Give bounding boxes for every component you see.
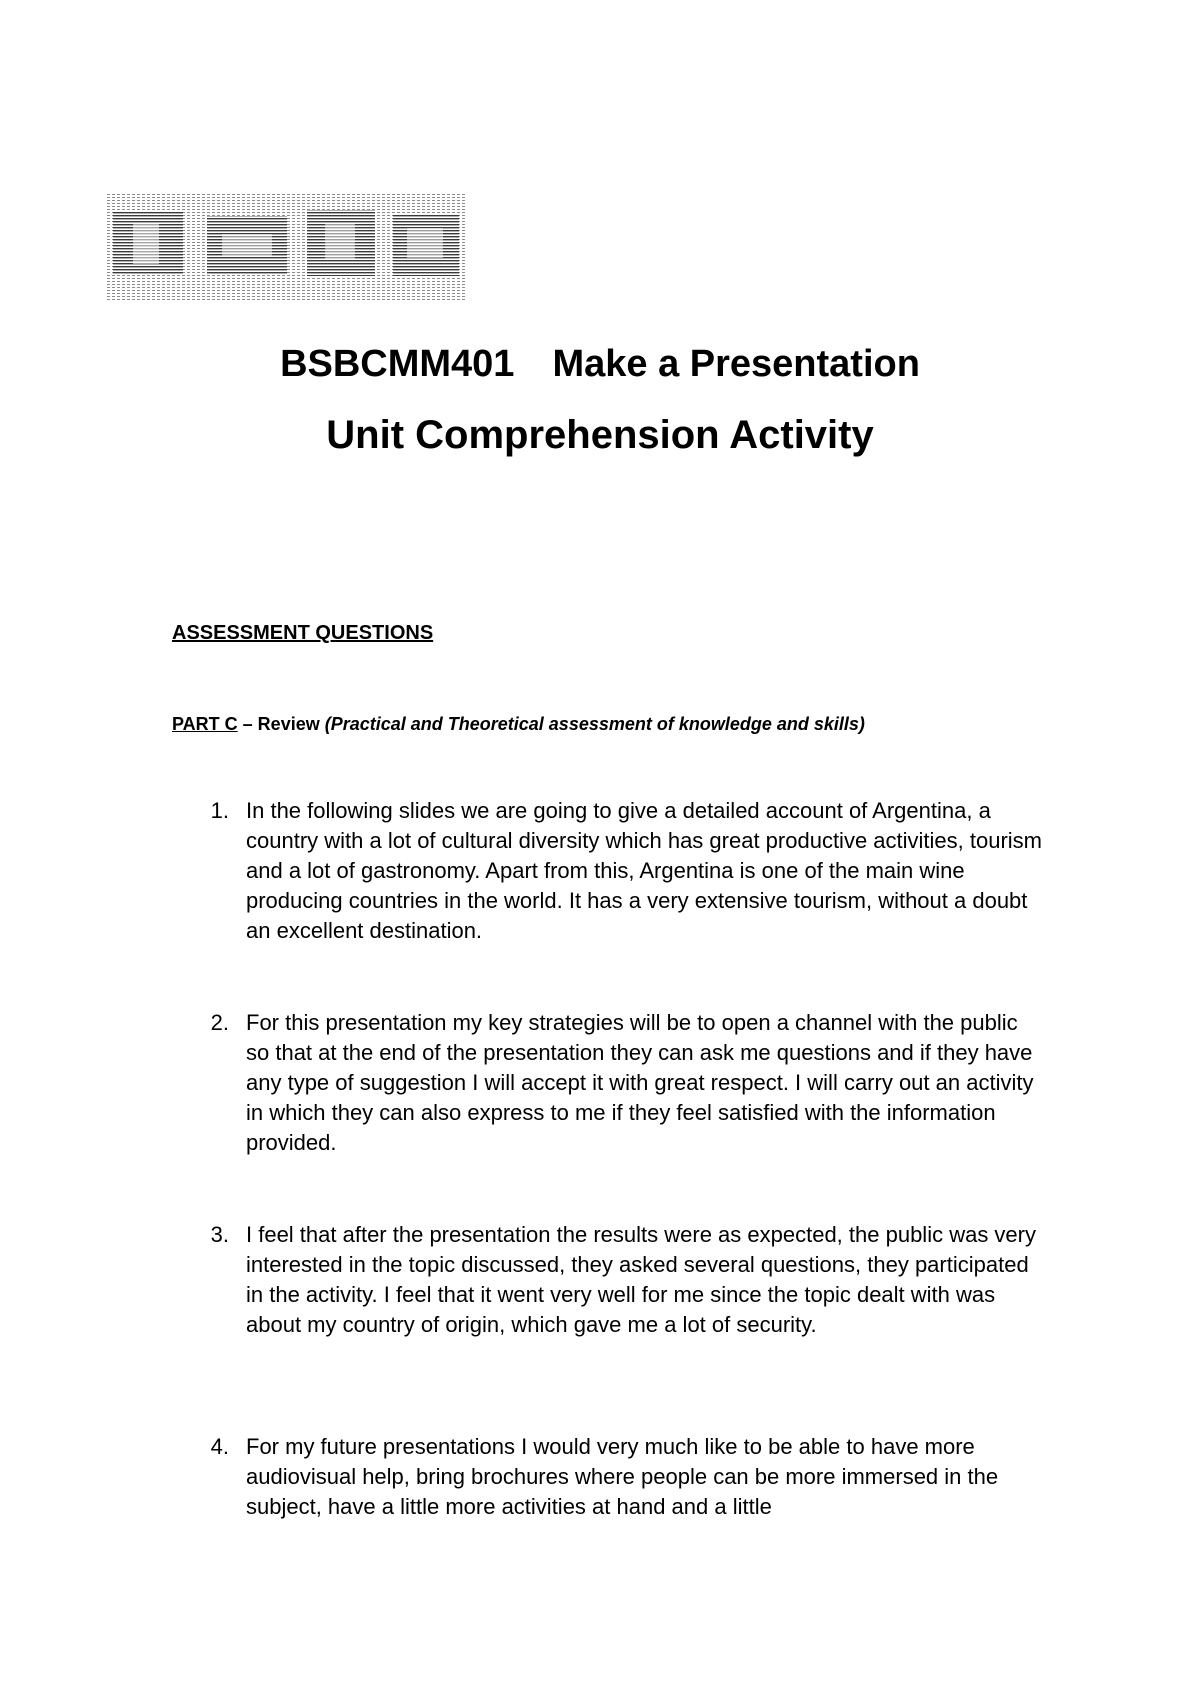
document-subtitle: Unit Comprehension Activity [326, 413, 874, 457]
question-text: For my future presentations I would very much like to be able to have more audiovisual help, bring brochures where people can be more immersed in the subject, have a little more activities at hand and a little [246, 1434, 999, 1519]
unit-code: BSBCMM401 [280, 343, 515, 385]
question-text: In the following slides we are going to give a detailed account of Argentina, a country with a lot of cultural diversity which has great productive activities, tourism and a lot of gastronomy. Apart from this, Argentina is one of the main wine producing countries in the world. It has a very extensive tourism, without a doubt an excellent destination. [246, 798, 1042, 943]
question-number: 4. [210, 1434, 229, 1459]
part-label: PART C [172, 714, 238, 734]
section-heading: ASSESSMENT QUESTIONS [172, 622, 434, 644]
halftone-logo-icon [107, 194, 467, 302]
question-number: 2. [210, 1010, 229, 1035]
question-number: 3. [210, 1222, 229, 1247]
question-text: For this presentation my key strategies will be to open a channel with the public so that at the end of the presentation they can ask me questions and if they have any type of suggestion I will accept it with great respect. I will carry out an activity in which they can also express to me if they feel satisfied with the information provided. [246, 1010, 1034, 1155]
question-text: I feel that after the presentation the results were as expected, the public was very interested in the topic discussed, they asked several questions, they participated in the activity. I feel that it went very well for me since the topic dealt with was about my country of origin, which gave me a lot of security. [246, 1222, 1036, 1337]
document-title [0, 340, 1200, 388]
question-number: 1. [210, 798, 229, 823]
institution-logo [107, 194, 467, 302]
unit-name: Make a Presentation [552, 343, 920, 385]
part-heading [172, 712, 865, 736]
part-separator: – Review [237, 714, 325, 734]
part-detail: (Practical and Theoretical assessment of knowledge and skills) [324, 714, 865, 734]
